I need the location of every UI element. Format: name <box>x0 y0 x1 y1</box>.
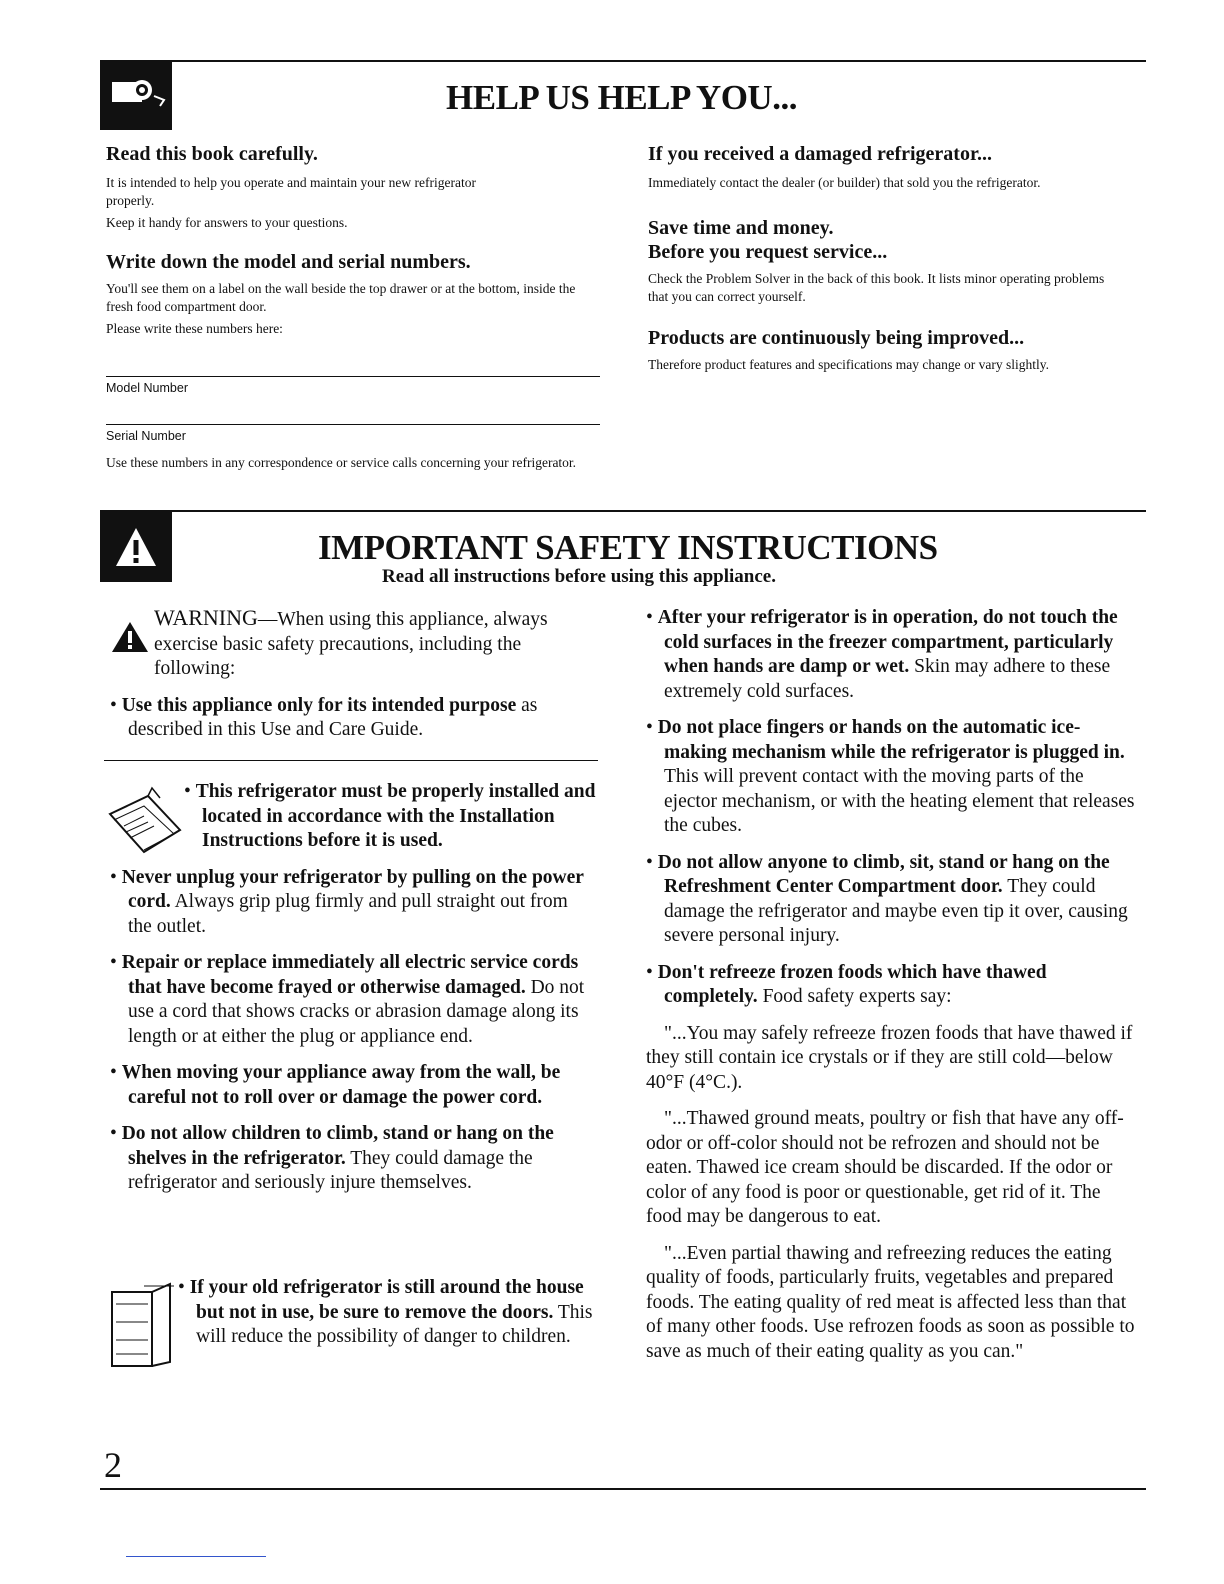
bottom-rule <box>100 1488 1146 1490</box>
write-text-1: You'll see them on a label on the wall beside the top drawer or at the bottom, inside the fresh food compartment door. <box>106 281 576 314</box>
safety-rule <box>100 510 1146 512</box>
write-text-2: Please write these numbers here: <box>106 321 283 336</box>
left-bullet-4: • Repair or replace immediately all electric service cords that have become frayed or otherwise damaged. Do not use a cord that shows cracks or abrasion damage along its length or at either the plug or appliance end. <box>110 952 585 1047</box>
quote-3: "...Even partial thawing and refreezing reduces the eating quality of foods, particularly fruits, vegetables and prepared foods. The eating quality of red meat is affected less than that of many other foods. Use refrozen foods as soon as possible to save as much of their eating quality as you can." <box>646 1242 1135 1362</box>
left-bullet-2: • This refrigerator must be properly installed and located in accordance with the Installation Instructions before it is used. <box>184 781 596 851</box>
read-heading: Read this book carefully. <box>106 143 318 165</box>
save-heading-2: Before you request service... <box>648 241 888 263</box>
serial-number-line[interactable] <box>106 424 600 425</box>
left-divider <box>104 760 598 761</box>
warning-icon <box>100 510 172 582</box>
save-text: Check the Problem Solver in the back of this book. It lists minor operating problems that you can correct yourself. <box>648 271 1105 304</box>
safety-left-column-2 <box>110 780 596 1196</box>
warning-text: —When using this appliance, always exercise basic safety precautions, including the following: <box>154 609 548 679</box>
left-bullet-3: • Never unplug your refrigerator by pulling on the power cord. Always grip plug firmly and pull straight out from the outlet. <box>110 866 584 937</box>
model-number-line[interactable] <box>106 376 600 377</box>
top-rule <box>100 60 1146 62</box>
read-text-2: Keep it handy for answers to your questions. <box>106 215 348 230</box>
help-right-column <box>648 142 1118 374</box>
safety-subtitle: Read all instructions before using this appliance. <box>382 566 776 587</box>
right-bullet-2: • Do not place fingers or hands on the automatic ice-making mechanism while the refrigerator is plugged in. This will prevent contact with the moving parts of the ejector mechanism, or with the heating element that releases the cubes. <box>646 717 1135 836</box>
left-bullet-1: • Use this appliance only for its intended purpose as described in this Use and Care Guide. <box>110 694 538 740</box>
warning-triangle-icon <box>110 620 150 654</box>
model-number-label: Model Number <box>106 381 188 395</box>
footer-blue-line <box>126 1556 266 1557</box>
left-bullet-6: • Do not allow children to climb, stand or hang on the shelves in the refrigerator. They could damage the refrigerator and seriously injure themselves. <box>110 1123 554 1193</box>
products-heading: Products are continuously being improved... <box>648 327 1025 349</box>
use-numbers-text: Use these numbers in any correspondence or service calls concerning your refrigerator. <box>106 455 577 470</box>
quote-1: "...You may safely refreeze frozen foods that have thawed if they still contain ice crystals or if they are still cold—below 40°F (4°C.). <box>646 1022 1133 1093</box>
save-heading-1: Save time and money. <box>648 217 834 239</box>
write-heading: Write down the model and serial numbers. <box>106 251 471 273</box>
safety-title: IMPORTANT SAFETY INSTRUCTIONS <box>318 528 938 567</box>
damaged-text: Immediately contact the dealer (or builder) that sold you the refrigerator. <box>648 175 1041 190</box>
warning-word: WARNING <box>154 605 258 630</box>
old-refrigerator-icon <box>104 1282 176 1372</box>
camera-icon <box>100 60 172 130</box>
left-bullet-5: • When moving your appliance away from the wall, be careful not to roll over or damage the power cord. <box>110 1062 561 1108</box>
quote-2: "...Thawed ground meats, poultry or fish that have any off-odor or off-color should not be refrozen and should not be eaten. Thawed ice cream should be discarded. If the odor or color of any food is poor or questionable, get rid of it. The food may be dangerous to eat. <box>646 1108 1124 1227</box>
serial-number-label: Serial Number <box>106 429 186 443</box>
help-left-column <box>106 142 606 338</box>
help-title: HELP US HELP YOU... <box>446 78 797 117</box>
safety-right-column <box>646 606 1138 1364</box>
warning-block <box>110 606 600 682</box>
read-text-1: It is intended to help you operate and maintain your new refrigerator properly. <box>106 175 476 208</box>
products-text: Therefore product features and specifications may change or vary slightly. <box>648 357 1049 372</box>
right-bullet-3: • Do not allow anyone to climb, sit, stand or hang on the Refreshment Center Compartment door. They could damage the refrigerator and maybe even tip it over, causing severe personal injury. <box>646 851 1128 946</box>
left-bullet-7: • If your old refrigerator is still around the house but not in use, be sure to remove the doors. This will reduce the possibility of danger to children. <box>178 1277 593 1347</box>
right-bullet-1: • After your refrigerator is in operation, do not touch the cold surfaces in the freezer compartment, particularly when hands are damp or wet. Skin may adhere to these extremely cold surfaces. <box>646 607 1118 702</box>
damaged-heading: If you received a damaged refrigerator... <box>648 143 992 165</box>
right-bullet-4: • Don't refreeze frozen foods which have thawed completely. Food safety experts say: <box>646 961 1047 1007</box>
safety-left-column <box>110 606 600 743</box>
page-number: 2 <box>104 1445 122 1485</box>
